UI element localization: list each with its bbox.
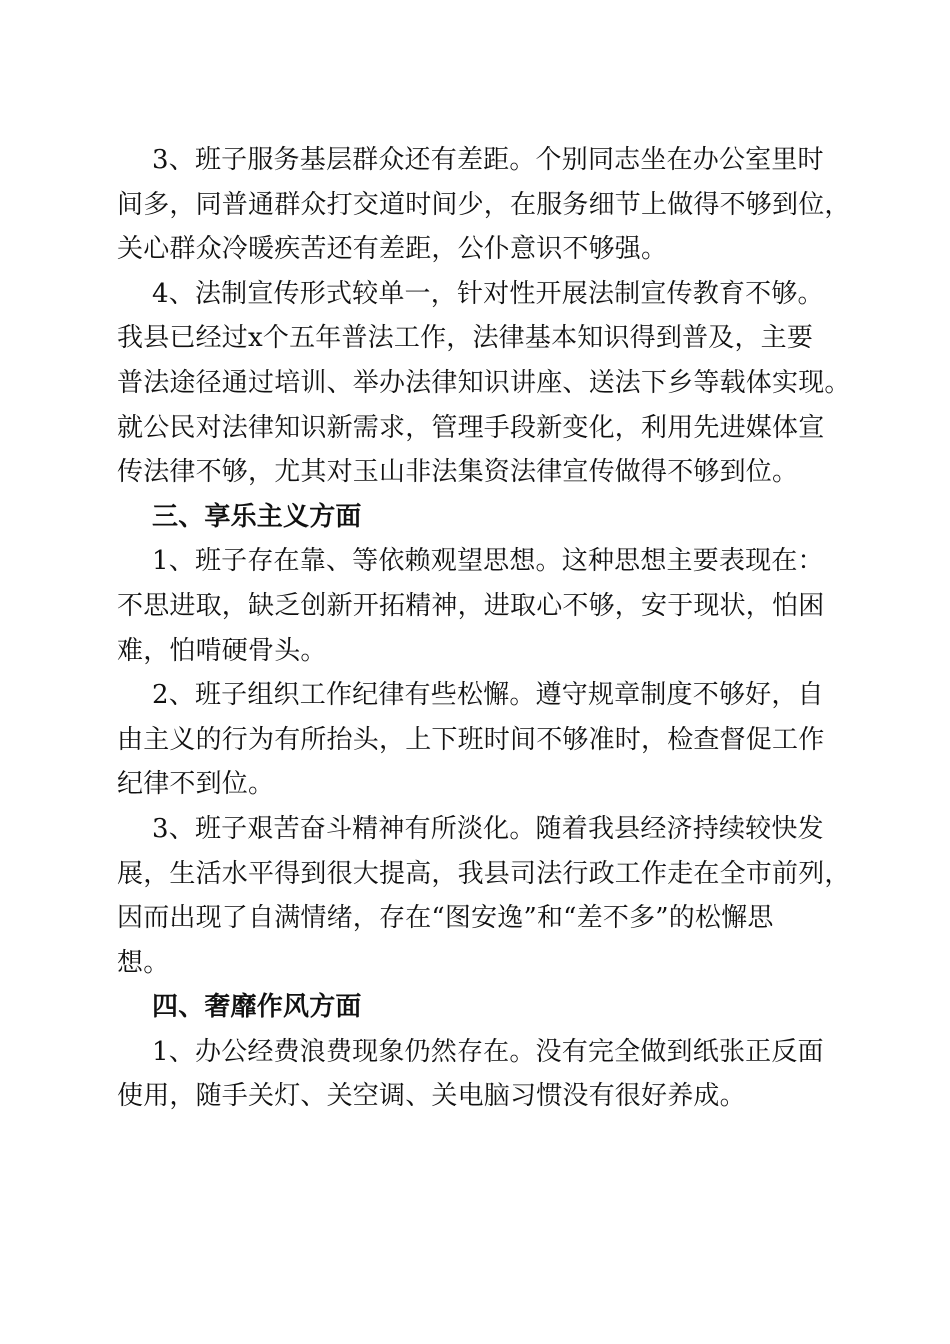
text-line: 因而出现了自满情绪，存在“图安逸”和“差不多”的松懈思 bbox=[117, 903, 774, 934]
paragraph bbox=[117, 807, 857, 985]
text-line: 关心群众冷暖疾苦还有差距，公仆意识不够强。 bbox=[117, 234, 668, 265]
text-line: 由主义的行为有所抬头，上下班时间不够准时，检查督促工作 bbox=[117, 724, 825, 755]
text-line: 3、班子服务基层群众还有差距。个别同志坐在办公室里时 bbox=[152, 145, 824, 175]
text-line: 不思进取，缺乏创新开拓精神，进取心不够，安于现状，怕困 bbox=[117, 590, 825, 621]
section-heading bbox=[117, 985, 857, 1030]
text-line: 想。 bbox=[117, 947, 170, 978]
text-line: 传法律不够，尤其对玉山非法集资法律宣传做得不够到位。 bbox=[117, 457, 799, 488]
text-line: 就公民对法律知识新需求，管理手段新变化，利用先进媒体宣 bbox=[117, 412, 825, 443]
section-heading bbox=[117, 495, 857, 540]
paragraph bbox=[117, 673, 857, 807]
paragraph bbox=[117, 272, 857, 495]
document-page bbox=[117, 138, 857, 1119]
text-line: 纪律不到位。 bbox=[117, 769, 275, 800]
text-line: 三、享乐主义方面 bbox=[152, 501, 362, 532]
text-line: 难，怕啃硬骨头。 bbox=[117, 635, 327, 666]
text-line: 四、奢靡作风方面 bbox=[152, 992, 362, 1023]
text-line: 展，生活水平得到很大提高，我县司法行政工作走在全市前列， bbox=[117, 858, 851, 889]
text-line: 1、办公经费浪费现象仍然存在。没有完全做到纸张正反面 bbox=[152, 1036, 824, 1067]
paragraph bbox=[117, 539, 857, 673]
text-line: 间多，同普通群众打交道时间少，在服务细节上做得不够到位， bbox=[117, 189, 851, 220]
paragraph bbox=[117, 138, 857, 272]
text-line: 我县已经过x个五年普法工作，法律基本知识得到普及，主要 bbox=[117, 323, 814, 354]
paragraph bbox=[117, 1030, 857, 1119]
text-line: 使用，随手关灯、关空调、关电脑习惯没有很好养成。 bbox=[117, 1081, 746, 1112]
text-line: 4、法制宣传形式较单一，针对性开展法制宣传教育不够。 bbox=[152, 278, 824, 309]
text-line: 3、班子艰苦奋斗精神有所淡化。随着我县经济持续较快发 bbox=[152, 813, 824, 844]
text-line: 2、班子组织工作纪律有些松懈。遵守规章制度不够好，自 bbox=[152, 680, 824, 711]
text-line: 普法途径通过培训、举办法律知识讲座、送法下乡等载体实现。 bbox=[117, 367, 851, 398]
text-line: 1、班子存在靠、等依赖观望思想。这种思想主要表现在： bbox=[152, 546, 824, 577]
